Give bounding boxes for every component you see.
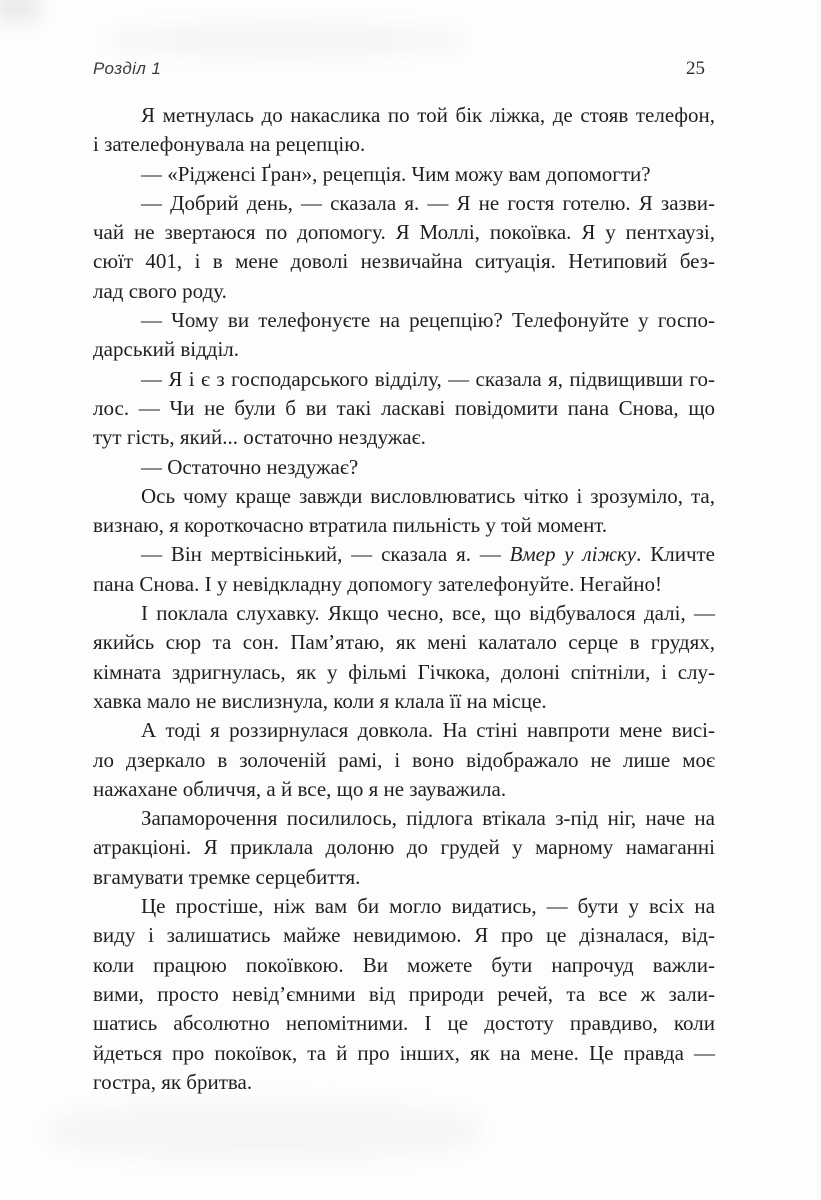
text-line: [93, 570, 715, 599]
paragraph: [93, 189, 715, 306]
text-segment: ло дзеркало в золоченій рамі, і воно відображало не лише моє: [93, 747, 715, 772]
text-line: [93, 921, 715, 950]
text-line: [93, 277, 715, 306]
text-segment: — «Рідженсі Ґран», рецепція. Чим можу вам допомогти?: [141, 161, 651, 186]
page-number: 25: [686, 58, 705, 79]
text-line: [93, 687, 715, 716]
text-segment: Ось чому краще завжди висловлюватись чітко і зрозуміло, та,: [141, 483, 715, 508]
text-line: [93, 951, 715, 980]
text-segment: йдеться про покоївок, та й про інших, як на мене. Це правда —: [93, 1040, 715, 1065]
text-line: [93, 423, 715, 452]
chapter-label: Розділ 1: [93, 59, 162, 78]
paragraph: [93, 804, 715, 892]
text-line: [93, 1068, 715, 1097]
text-line: [93, 980, 715, 1009]
paragraph: [93, 101, 715, 160]
text-segment: коли працюю покоївкою. Ви можете бути напрочуд важли-: [93, 952, 715, 977]
text-line: [93, 716, 715, 745]
text-line: [93, 833, 715, 862]
text-line: [93, 892, 715, 921]
paragraph: [93, 160, 715, 189]
text-line: [93, 1039, 715, 1068]
scan-artifact: [110, 26, 460, 54]
text-segment: сюїт 401, і в мене доволі незвичайна ситуація. Нетиповий без-: [93, 249, 715, 274]
paragraph: [93, 365, 715, 453]
text-line: [93, 365, 715, 394]
text-segment: визнаю, я короткочасно втратила пильність у той момент.: [93, 513, 608, 538]
text-segment: . Кличте: [636, 542, 715, 567]
text-segment: — Він мертвісінький, — сказала я. —: [141, 542, 510, 567]
text-segment: і зателефонувала на рецепцію.: [93, 132, 366, 157]
paragraph: [93, 599, 715, 716]
text-segment: — Чому ви телефонуєте на рецепцію? Телефонуйте у госпо-: [141, 308, 715, 333]
text-segment: атракціоні. Я приклала долоню до грудей у марному намаганні: [93, 835, 715, 860]
emphasized-text: Вмер у ліжку: [509, 542, 637, 567]
text-segment: Запаморочення посилилось, підлога втікала з-під ніг, наче на: [141, 806, 715, 831]
text-segment: Це простіше, ніж вам би могло видатись, — бути у всіх на: [141, 894, 715, 919]
paragraph: [93, 540, 715, 599]
text-segment: Я метнулась до накаслика по той бік ліжка, де стояв телефон,: [141, 103, 715, 127]
scan-artifact: [0, 0, 40, 22]
text-segment: нажахане обличчя, а й все, що я не зауважила.: [93, 776, 507, 801]
text-segment: виду і залишатись майже невидимою. Я про це дізналася, від-: [93, 923, 715, 948]
text-line: [93, 394, 715, 423]
text-line: [93, 863, 715, 892]
text-line: [93, 453, 715, 482]
text-segment: лос. — Чи не були б ви такі ласкаві повідомити пана Снова, що: [93, 395, 715, 420]
text-line: [93, 101, 715, 130]
text-line: [93, 804, 715, 833]
text-segment: лад свого роду.: [93, 278, 227, 303]
scan-artifact: [50, 1102, 480, 1160]
text-segment: кімната здригнулась, як у фільмі Гічкока, долоні спітніли, і слу-: [93, 659, 715, 684]
text-line: [93, 247, 715, 276]
text-segment: — Добрий день, — сказала я. — Я не гостя готелю. Я зазви-: [141, 190, 715, 215]
paragraph: [93, 306, 715, 365]
paragraph: [93, 482, 715, 541]
page-header: [93, 58, 715, 80]
text-line: [93, 189, 715, 218]
text-line: [93, 218, 715, 247]
text-line: [93, 335, 715, 364]
text-segment: І поклала слухавку. Якщо чесно, все, що відбувалося далі, —: [141, 601, 715, 626]
text-segment: чай не звертаюся по допомогу. Я Моллі, покоївка. Я у пентхаузі,: [93, 220, 715, 245]
text-segment: вими, просто невід’ємними від природи речей, та все ж зали-: [93, 981, 715, 1006]
text-segment: шатись абсолютно непомітними. І це достоту правдиво, коли: [93, 1011, 715, 1036]
text-segment: хавка мало не вислизнула, коли я клала її на місце.: [93, 688, 547, 713]
text-line: [93, 130, 715, 159]
paragraph: [93, 716, 715, 804]
paragraph: [93, 453, 715, 482]
text-segment: якийсь сюр та сон. Пам’ятаю, як мені калатало серце в грудях,: [93, 630, 715, 655]
text-line: [93, 775, 715, 804]
text-segment: вгамувати тремке серцебиття.: [93, 864, 361, 889]
text-line: [93, 658, 715, 687]
text-segment: — Я і є з господарського відділу, — сказала я, підвищивши го-: [141, 366, 715, 391]
text-line: [93, 746, 715, 775]
text-line: [93, 511, 715, 540]
text-line: [93, 540, 715, 569]
text-segment: А тоді я роззирнулася довкола. На стіні навпроти мене висі-: [141, 718, 715, 743]
text-line: [93, 482, 715, 511]
text-line: [93, 599, 715, 628]
text-line: [93, 306, 715, 335]
text-segment: гостра, як бритва.: [93, 1069, 253, 1094]
paragraph: [93, 892, 715, 1097]
text-segment: дарський відділ.: [93, 337, 240, 362]
text-segment: — Остаточно нездужає?: [141, 454, 359, 479]
text-line: [93, 160, 715, 189]
text-line: [93, 628, 715, 657]
page-body: [93, 101, 715, 1097]
text-segment: пана Снова. І у невідкладну допомогу зателефонуйте. Негайно!: [93, 571, 663, 596]
text-segment: тут гість, який... остаточно нездужає.: [93, 425, 426, 450]
text-line: [93, 1009, 715, 1038]
